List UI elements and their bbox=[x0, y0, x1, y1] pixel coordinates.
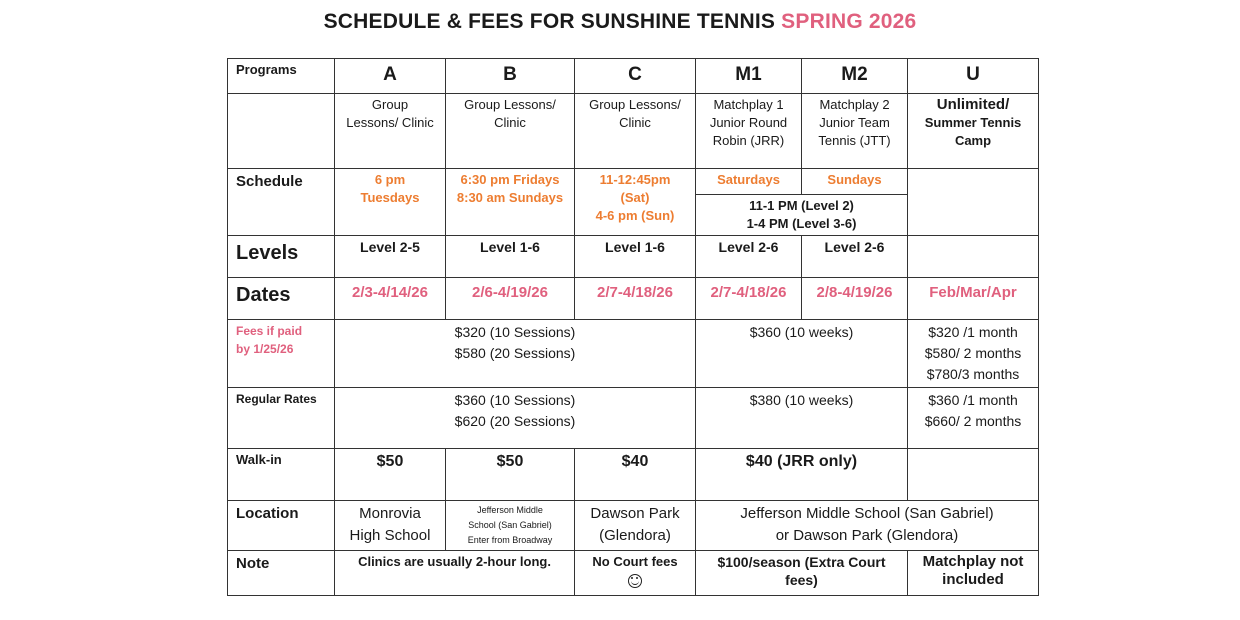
walk-in-label: Walk-in bbox=[228, 449, 335, 501]
note-ab: Clinics are usually 2-hour long. bbox=[335, 551, 575, 596]
walk-in-b: $50 bbox=[446, 449, 575, 501]
levels-m1: Level 2-6 bbox=[696, 236, 802, 278]
regular-rates-label: Regular Rates bbox=[228, 388, 335, 449]
levels-m2: Level 2-6 bbox=[802, 236, 908, 278]
description-c: Group Lessons/ Clinic bbox=[575, 94, 696, 169]
description-a: Group Lessons/ Clinic bbox=[335, 94, 446, 169]
dates-label: Dates bbox=[228, 278, 335, 320]
walk-in-row bbox=[228, 449, 1039, 501]
dates-m2: 2/8-4/19/26 bbox=[802, 278, 908, 320]
schedule-label: Schedule bbox=[228, 169, 335, 236]
location-b: Jefferson Middle School (San Gabriel) Enter from Broadway bbox=[446, 501, 575, 551]
early-fees-m: $360 (10 weeks) bbox=[696, 320, 908, 388]
schedule-table bbox=[227, 58, 1039, 596]
col-header-m1: M1 bbox=[696, 59, 802, 94]
regular-rates-row bbox=[228, 388, 1039, 449]
walk-in-a: $50 bbox=[335, 449, 446, 501]
col-header-b: B bbox=[446, 59, 575, 94]
programs-label: Programs bbox=[228, 59, 335, 94]
levels-u bbox=[908, 236, 1039, 278]
note-u: Matchplay not included bbox=[908, 551, 1039, 596]
title-main: SCHEDULE & FEES FOR SUNSHINE TENNIS bbox=[323, 10, 776, 33]
page-title bbox=[0, 10, 1240, 34]
schedule-m1: Saturdays bbox=[696, 169, 802, 195]
header-row bbox=[228, 59, 1039, 94]
schedule-m2: Sundays bbox=[802, 169, 908, 195]
description-u: Unlimited/ Summer Tennis Camp bbox=[908, 94, 1039, 169]
schedule-a: 6 pm Tuesdays bbox=[335, 169, 446, 236]
dates-u: Feb/Mar/Apr bbox=[908, 278, 1039, 320]
early-fees-u: $320 /1 month $580/ 2 months $780/3 months bbox=[908, 320, 1039, 388]
early-fees-label: Fees if paid by 1/25/26 bbox=[228, 320, 335, 388]
smiley-face-icon bbox=[628, 574, 642, 588]
description-row bbox=[228, 94, 1039, 169]
levels-c: Level 1-6 bbox=[575, 236, 696, 278]
description-m1: Matchplay 1 Junior Round Robin (JRR) bbox=[696, 94, 802, 169]
location-m-u: Jefferson Middle School (San Gabriel) or Dawson Park (Glendora) bbox=[696, 501, 1039, 551]
schedule-u bbox=[908, 169, 1039, 236]
schedule-m-times: 11-1 PM (Level 2) 1-4 PM (Level 3-6) bbox=[696, 195, 908, 236]
location-a: Monrovia High School bbox=[335, 501, 446, 551]
regular-rates-u: $360 /1 month $660/ 2 months bbox=[908, 388, 1039, 449]
description-b: Group Lessons/ Clinic bbox=[446, 94, 575, 169]
levels-a: Level 2-5 bbox=[335, 236, 446, 278]
col-header-m2: M2 bbox=[802, 59, 908, 94]
location-c: Dawson Park (Glendora) bbox=[575, 501, 696, 551]
schedule-b: 6:30 pm Fridays 8:30 am Sundays bbox=[446, 169, 575, 236]
walk-in-m: $40 (JRR only) bbox=[696, 449, 908, 501]
title-highlight: SPRING 2026 bbox=[781, 10, 917, 33]
note-row bbox=[228, 551, 1039, 596]
col-header-u: U bbox=[908, 59, 1039, 94]
walk-in-u bbox=[908, 449, 1039, 501]
col-header-a: A bbox=[335, 59, 446, 94]
location-row bbox=[228, 501, 1039, 551]
regular-rates-m: $380 (10 weeks) bbox=[696, 388, 908, 449]
dates-c: 2/7-4/18/26 bbox=[575, 278, 696, 320]
walk-in-c: $40 bbox=[575, 449, 696, 501]
schedule-c: 11-12:45pm (Sat) 4-6 pm (Sun) bbox=[575, 169, 696, 236]
col-header-c: C bbox=[575, 59, 696, 94]
description-m2: Matchplay 2 Junior Team Tennis (JTT) bbox=[802, 94, 908, 169]
levels-label: Levels bbox=[228, 236, 335, 278]
note-c: No Court fees bbox=[575, 551, 696, 596]
description-label bbox=[228, 94, 335, 169]
early-fees-abc: $320 (10 Sessions) $580 (20 Sessions) bbox=[335, 320, 696, 388]
levels-row bbox=[228, 236, 1039, 278]
regular-rates-abc: $360 (10 Sessions) $620 (20 Sessions) bbox=[335, 388, 696, 449]
location-label: Location bbox=[228, 501, 335, 551]
levels-b: Level 1-6 bbox=[446, 236, 575, 278]
dates-a: 2/3-4/14/26 bbox=[335, 278, 446, 320]
early-fees-row bbox=[228, 320, 1039, 388]
schedule-row bbox=[228, 169, 1039, 195]
dates-row bbox=[228, 278, 1039, 320]
note-label: Note bbox=[228, 551, 335, 596]
note-m: $100/season (Extra Court fees) bbox=[696, 551, 908, 596]
dates-m1: 2/7-4/18/26 bbox=[696, 278, 802, 320]
dates-b: 2/6-4/19/26 bbox=[446, 278, 575, 320]
